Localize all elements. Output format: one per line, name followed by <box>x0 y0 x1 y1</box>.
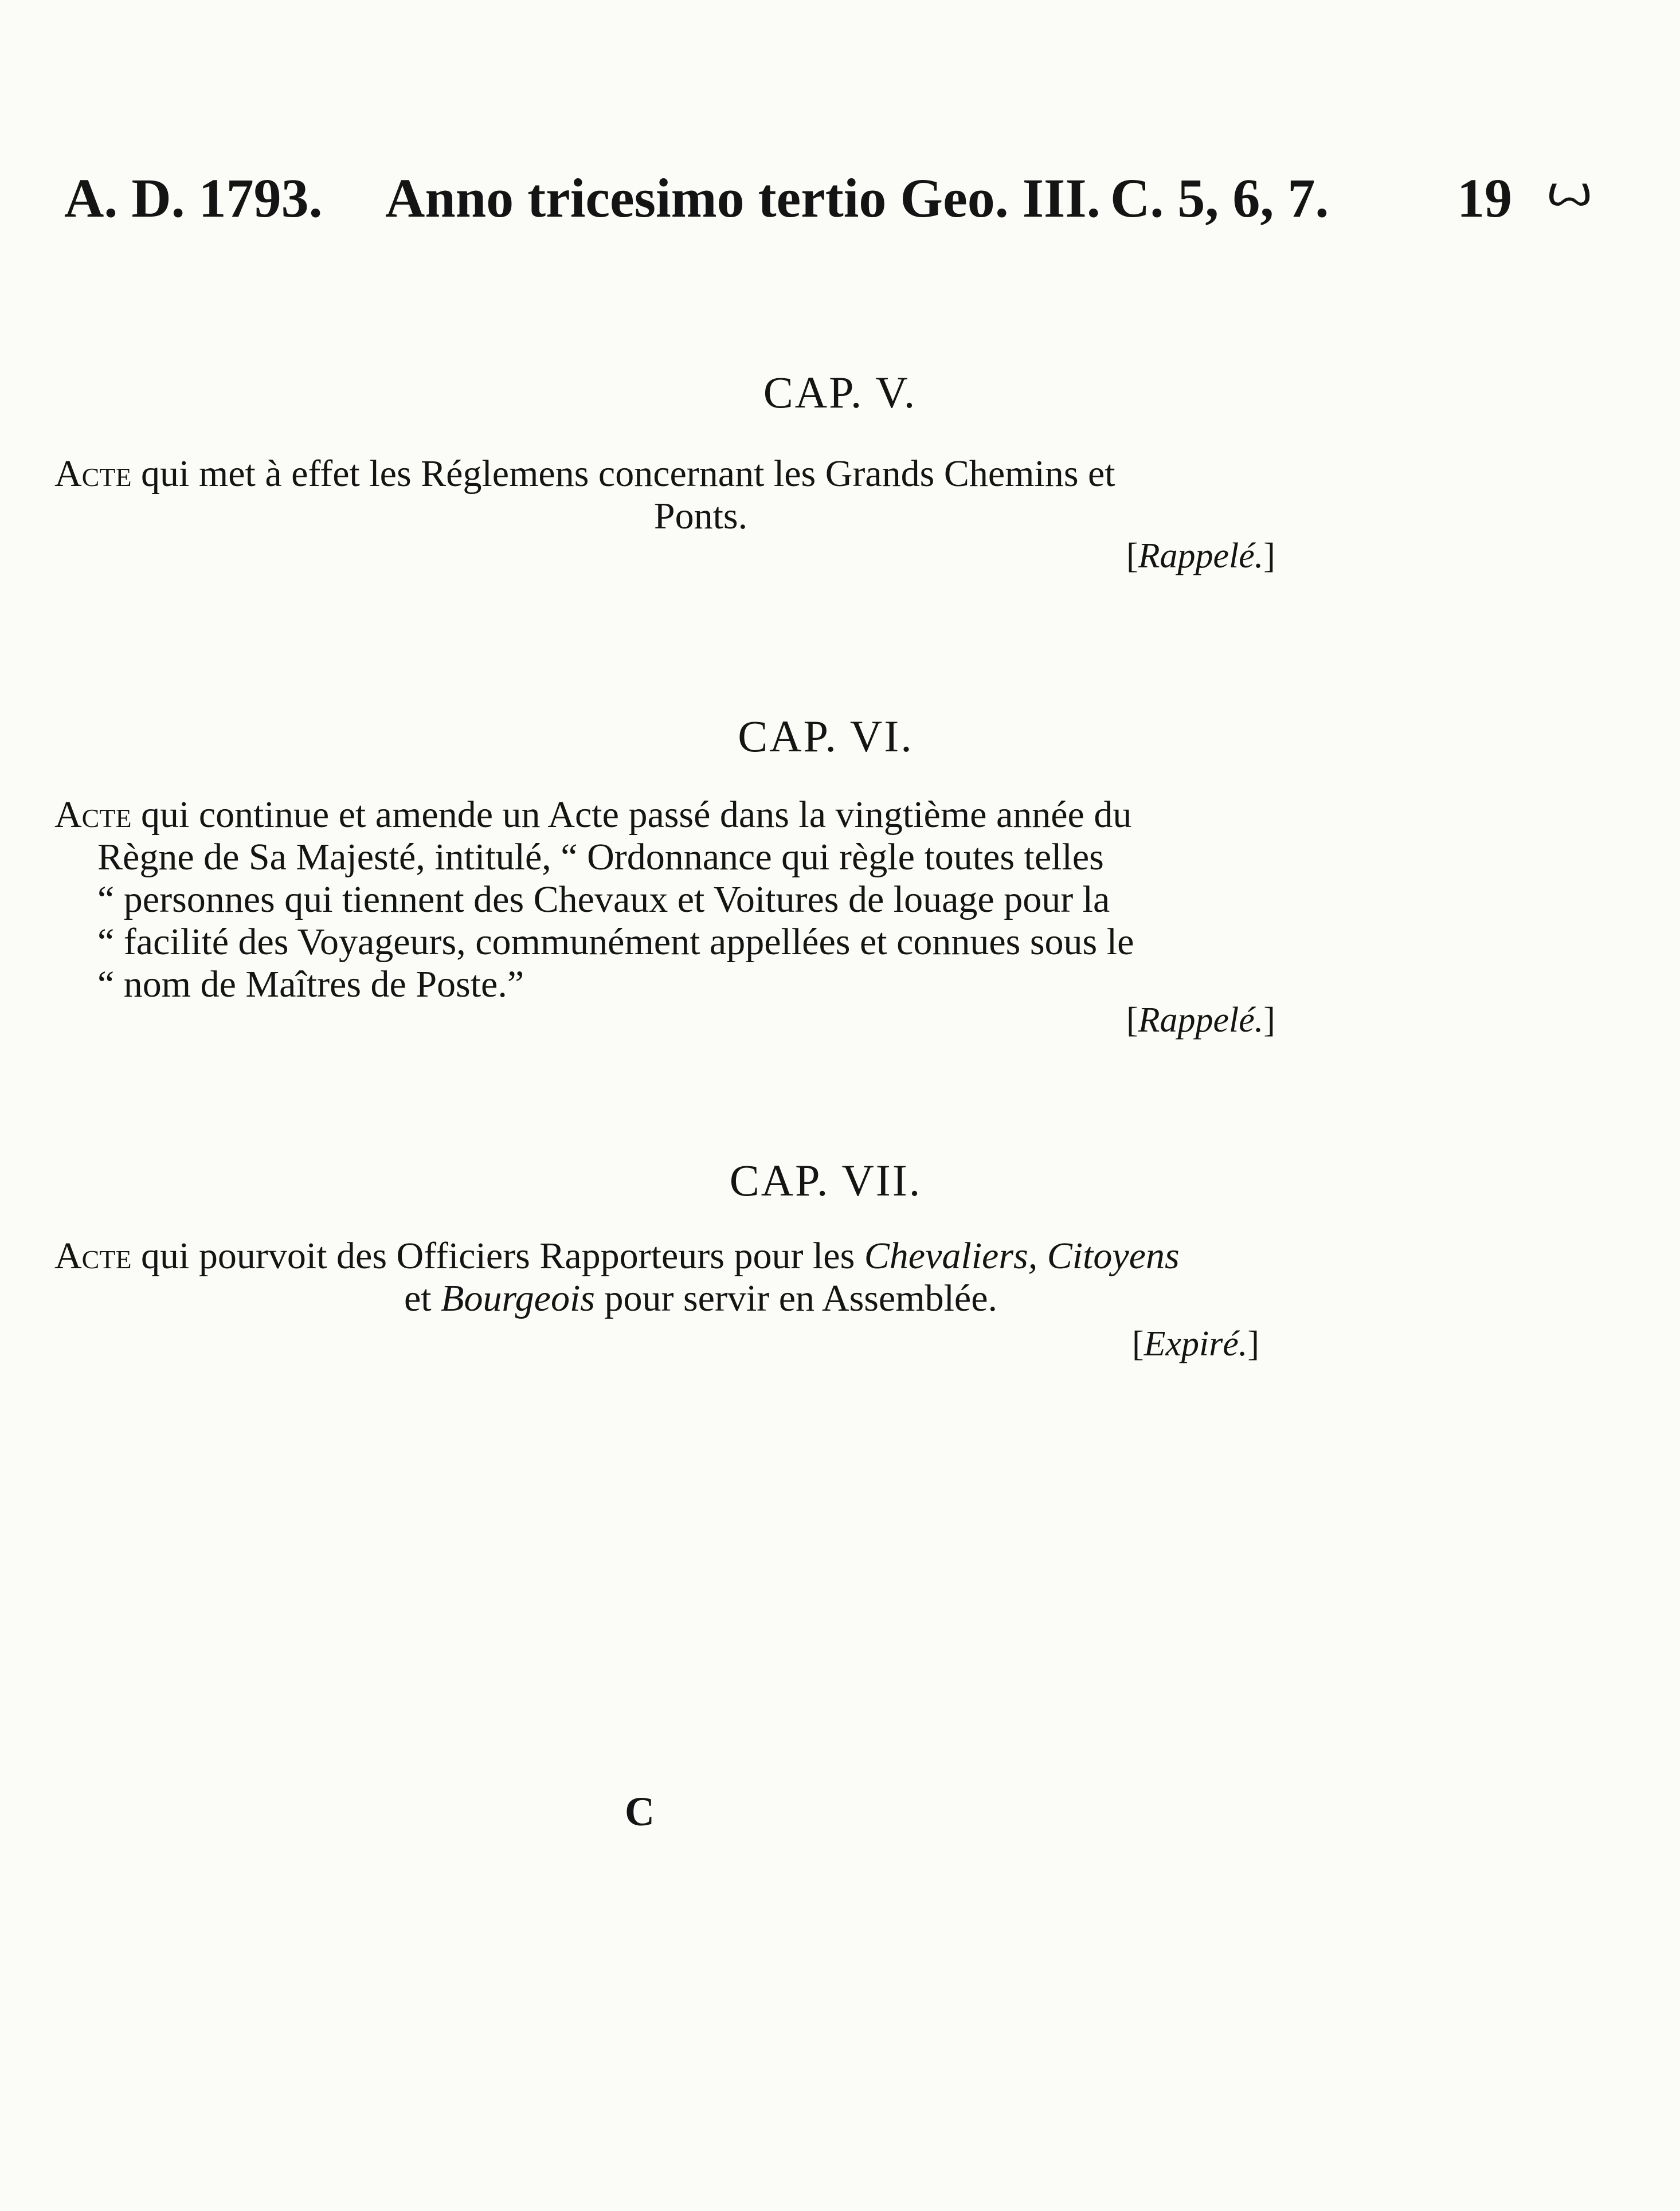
cap-5-status: [Rappelé.] <box>1126 536 1275 575</box>
printers-signature: C <box>625 1789 655 1834</box>
cap-7-heading: CAP. VII. <box>729 1155 922 1205</box>
header-date: A. D. 1793. <box>64 167 323 229</box>
header-title: Anno tricesimo tertio Geo. III. <box>385 167 1101 229</box>
handwritten-mark: ꙍ <box>1546 165 1593 215</box>
acte-label: Acte <box>54 794 132 836</box>
cap-5-line-2: Ponts. <box>653 495 748 537</box>
cap-6-text <box>54 794 1347 1006</box>
acte-label: Acte <box>54 1235 132 1277</box>
cap-6-status: [Rappelé.] <box>1126 1001 1275 1040</box>
cap-6-line-3: “ personnes qui tiennent des Chevaux et Voitures de louage pour la <box>97 879 1110 920</box>
cap-6-line-1: Acte qui continue et amende un Acte passé dans la vingtième année du <box>54 794 1132 836</box>
cap-6-heading: CAP. VI. <box>738 711 914 761</box>
cap-6-line-2: Règne de Sa Majesté, intitulé, “ Ordonnance qui règle toutes telles <box>97 836 1104 878</box>
page-number: 19 <box>1457 167 1512 229</box>
cap-5-text <box>54 453 1347 538</box>
cap-7-line-2: et Bourgeois pour servir en Assemblée. <box>404 1277 997 1319</box>
cap-7-status: [Expiré.] <box>1132 1324 1260 1363</box>
cap-6-line-4: “ facilité des Voyageurs, communément appellées et connues sous le <box>97 921 1134 963</box>
acte-label: Acte <box>54 453 132 495</box>
cap-6-line-5: “ nom de Maîtres de Poste.” <box>97 963 524 1005</box>
cap-5-line-1: Acte qui met à effet les Réglemens concernant les Grands Chemins et <box>54 453 1115 495</box>
cap-7-text <box>54 1235 1347 1320</box>
header-chapters: C. 5, 6, 7. <box>1110 167 1329 229</box>
cap-5-heading: CAP. V. <box>763 367 917 417</box>
cap-7-line-1: Acte qui pourvoit des Officiers Rapporteurs pour les Chevaliers, Citoyens <box>54 1235 1180 1277</box>
